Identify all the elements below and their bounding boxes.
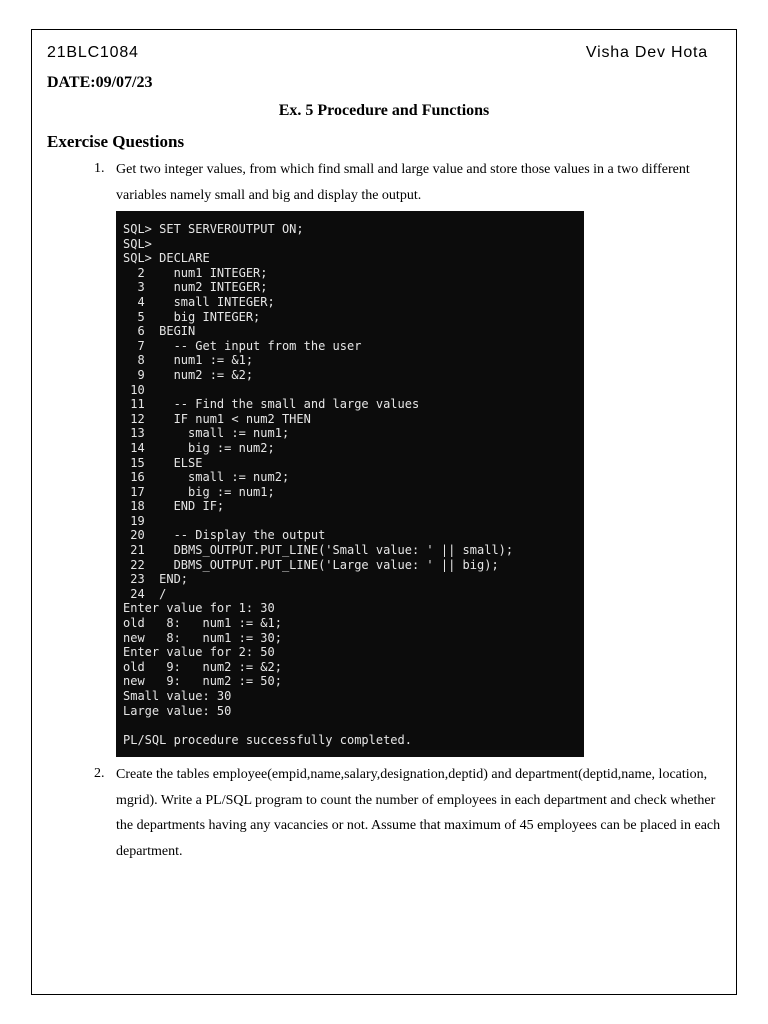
section-heading: Exercise Questions	[47, 132, 185, 151]
sql-terminal-screenshot	[116, 211, 584, 757]
question-2-text: Create the tables employee(empid,name,salary,designation,deptid) and department(deptid,name, location, mgrid). Write a PL/SQL program to count the number of employees in each department and check whether the departments having any vacancies or not. Assume that maximum of 45 employees can be placed in each department.	[116, 767, 721, 859]
question-1-number: 1.	[94, 161, 105, 176]
registration-number: 21BLC1084	[47, 44, 139, 61]
student-name: Visha Dev Hota	[585, 44, 708, 61]
exercise-title: Ex. 5 Procedure and Functions	[278, 102, 490, 119]
terminal-output: SQL> SET SERVEROUTPUT ON; SQL> SQL> DECLARE 2 num1 INTEGER; 3 num2 INTEGER; 4 small INTEGER; 5 big INTEGER; 6 BEGIN 7 -- Get input from the user 8 num1 := &1; 9 num2 := &2; 10 11 -- Find the small and large values 12 IF num1 < num2 THEN 13 small := num1; 14 big := num2; 15 ELSE 16 small := num2; 17 big := num1; 18 END IF; 19 20 -- Display the output 21 DBMS_OUTPUT.PUT_LINE('Small value: ' || small); 22 DBMS_OUTPUT.PUT_LINE('Large value: ' || big); 23 END; 24 / Enter value for 1: 30 old 8: num1 := &1; new 8: num1 := 30; Enter value for 2: 50 old 9: num2 := &2; new 9: num2 := 50; Small value: 30 Large value: 50 PL/SQL procedure successfully completed.	[123, 222, 514, 747]
question-1-text: Get two integer values, from which find small and large value and store those values in a two different variables namely small and big and display the output.	[116, 162, 690, 203]
question-2-number: 2.	[94, 766, 105, 781]
date-line: DATE:09/07/23	[47, 74, 153, 91]
